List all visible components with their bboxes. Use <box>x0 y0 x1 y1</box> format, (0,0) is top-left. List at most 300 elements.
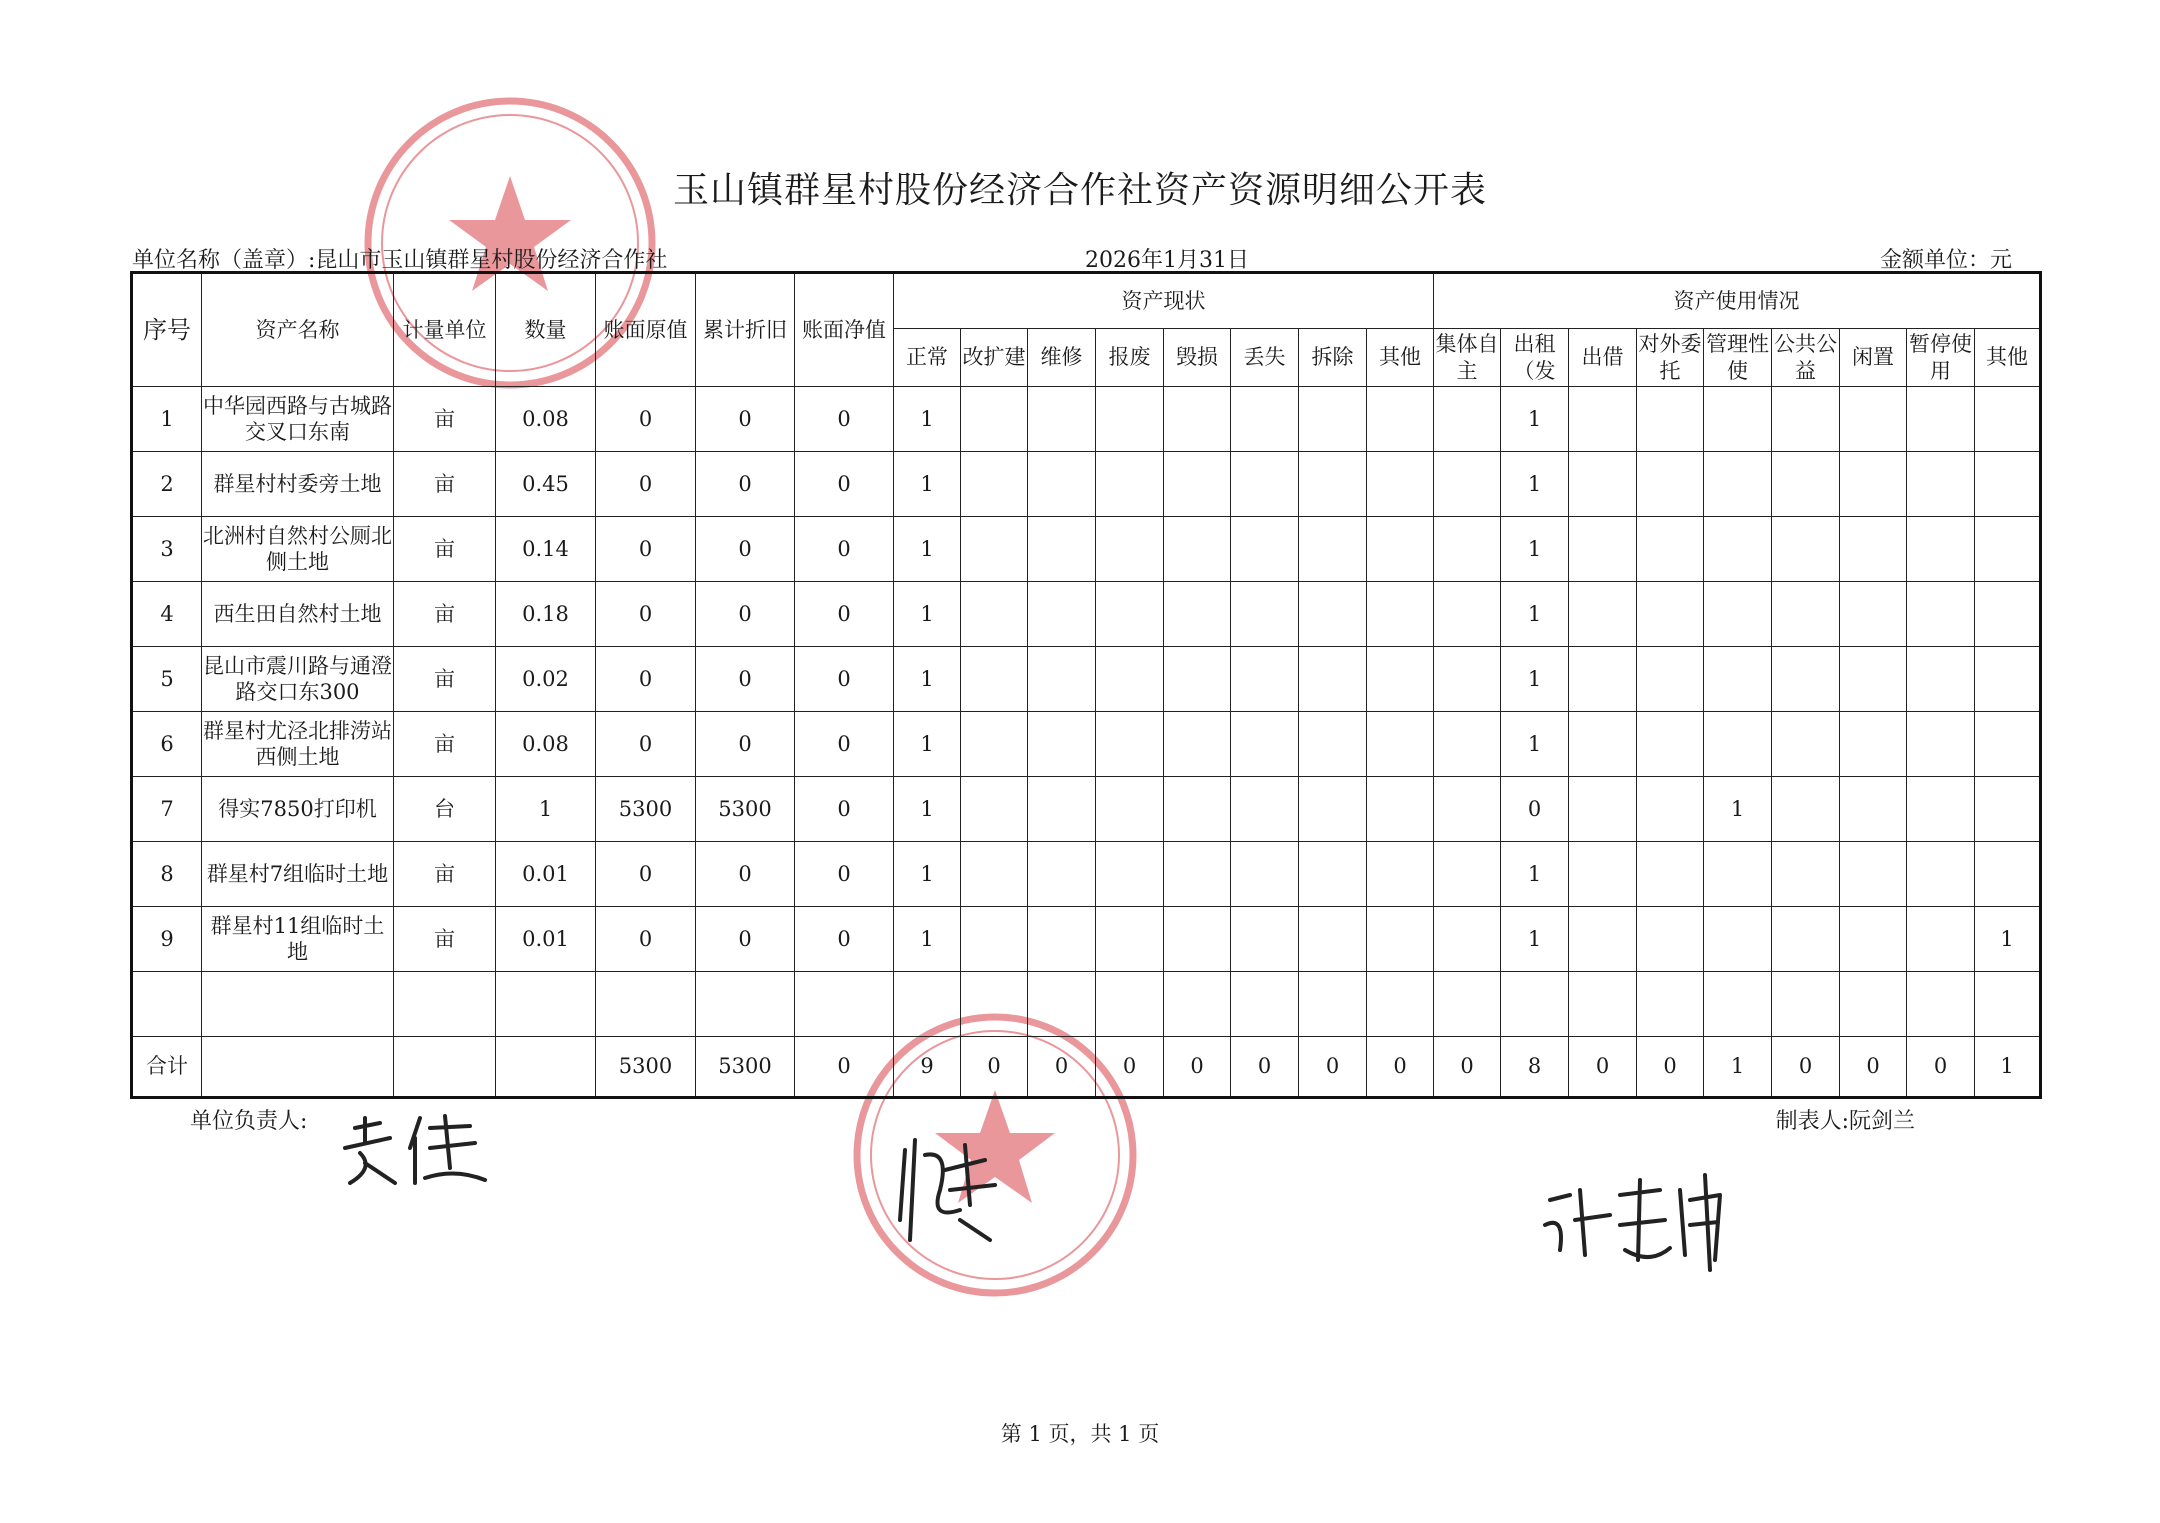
header-measure: 计量单位 <box>394 273 496 387</box>
row-status-5 <box>1231 582 1299 647</box>
total-label: 合计 <box>132 1037 202 1098</box>
blank-cell <box>596 972 696 1037</box>
table-row <box>132 387 2041 452</box>
row-status-2 <box>1028 712 1096 777</box>
row-status-6 <box>1299 387 1367 452</box>
row-asset-name: 群星村7组临时土地 <box>202 842 394 907</box>
responsible-person-label: 单位负责人: <box>190 1109 308 1134</box>
total-orig-value: 5300 <box>596 1037 696 1098</box>
total-usage-1: 8 <box>1501 1037 1569 1098</box>
total-empty <box>394 1037 496 1098</box>
row-status-5 <box>1231 712 1299 777</box>
row-asset-name: 西生田自然村土地 <box>202 582 394 647</box>
row-status-0: 1 <box>894 777 961 842</box>
table-maker: 制表人:阮剑兰 <box>1775 1109 1915 1134</box>
row-orig-value: 0 <box>596 452 696 517</box>
row-status-1 <box>961 387 1028 452</box>
row-status-2 <box>1028 777 1096 842</box>
table-row <box>132 907 2041 972</box>
header-usage-5: 公共公益 <box>1772 329 1840 387</box>
blank-cell <box>961 972 1028 1037</box>
header-usage-2: 出借 <box>1569 329 1637 387</box>
row-status-5 <box>1231 517 1299 582</box>
asset-table <box>130 271 2042 1099</box>
row-depreciation: 0 <box>696 452 795 517</box>
header-name: 资产名称 <box>202 273 394 387</box>
row-depreciation: 0 <box>696 387 795 452</box>
row-qty: 0.18 <box>496 582 596 647</box>
row-usage-7 <box>1907 647 1975 712</box>
table-row <box>132 582 2041 647</box>
header-usage-6: 闲置 <box>1840 329 1907 387</box>
row-status-3 <box>1096 712 1164 777</box>
row-usage-5 <box>1772 842 1840 907</box>
row-seq: 2 <box>132 452 202 517</box>
row-usage-0 <box>1434 452 1501 517</box>
total-empty <box>496 1037 596 1098</box>
header-usage-4: 管理性使 <box>1704 329 1772 387</box>
row-status-2 <box>1028 907 1096 972</box>
total-status-6: 0 <box>1299 1037 1367 1098</box>
blank-cell <box>1501 972 1569 1037</box>
blank-cell <box>1231 972 1299 1037</box>
blank-row <box>132 972 2041 1037</box>
header-qty: 数量 <box>496 273 596 387</box>
blank-cell <box>696 972 795 1037</box>
row-asset-name: 中华园西路与古城路交叉口东南 <box>202 387 394 452</box>
row-status-2 <box>1028 647 1096 712</box>
row-usage-8: 1 <box>1975 907 2041 972</box>
row-usage-8 <box>1975 517 2041 582</box>
row-usage-5 <box>1772 712 1840 777</box>
currency-unit: 金额单位：元 <box>1879 248 2012 273</box>
row-seq: 3 <box>132 517 202 582</box>
row-status-7 <box>1367 517 1434 582</box>
row-status-0: 1 <box>894 842 961 907</box>
header-status-1: 改扩建 <box>961 329 1028 387</box>
row-measure: 亩 <box>394 582 496 647</box>
table-row <box>132 712 2041 777</box>
row-usage-7 <box>1907 777 1975 842</box>
row-usage-0 <box>1434 647 1501 712</box>
row-seq: 8 <box>132 842 202 907</box>
row-status-6 <box>1299 647 1367 712</box>
row-usage-4 <box>1704 387 1772 452</box>
row-usage-2 <box>1569 712 1637 777</box>
row-status-7 <box>1367 387 1434 452</box>
total-usage-6: 0 <box>1840 1037 1907 1098</box>
row-orig-value: 5300 <box>596 777 696 842</box>
row-status-5 <box>1231 907 1299 972</box>
row-usage-2 <box>1569 582 1637 647</box>
row-usage-6 <box>1840 387 1907 452</box>
row-qty: 0.02 <box>496 647 596 712</box>
supervisor-signature <box>890 1130 1010 1250</box>
row-usage-5 <box>1772 647 1840 712</box>
total-status-5: 0 <box>1231 1037 1299 1098</box>
blank-cell <box>894 972 961 1037</box>
row-orig-value: 0 <box>596 517 696 582</box>
row-usage-2 <box>1569 842 1637 907</box>
total-usage-3: 0 <box>1637 1037 1704 1098</box>
row-net-value: 0 <box>795 777 894 842</box>
row-measure: 亩 <box>394 712 496 777</box>
row-usage-3 <box>1637 777 1704 842</box>
blank-cell <box>132 972 202 1037</box>
row-usage-6 <box>1840 712 1907 777</box>
responsible-signature <box>335 1108 500 1193</box>
total-row <box>132 1037 2041 1098</box>
header-row-1 <box>132 273 2041 329</box>
row-status-5 <box>1231 842 1299 907</box>
row-usage-5 <box>1772 452 1840 517</box>
row-usage-6 <box>1840 777 1907 842</box>
header-usage-0: 集体自主 <box>1434 329 1501 387</box>
header-usage-3: 对外委托 <box>1637 329 1704 387</box>
blank-cell <box>496 972 596 1037</box>
row-status-0: 1 <box>894 712 961 777</box>
row-status-1 <box>961 582 1028 647</box>
row-orig-value: 0 <box>596 907 696 972</box>
row-usage-3 <box>1637 387 1704 452</box>
row-status-5 <box>1231 387 1299 452</box>
row-status-7 <box>1367 842 1434 907</box>
row-measure: 亩 <box>394 517 496 582</box>
row-usage-0 <box>1434 387 1501 452</box>
row-usage-3 <box>1637 647 1704 712</box>
row-seq: 6 <box>132 712 202 777</box>
total-usage-7: 0 <box>1907 1037 1975 1098</box>
row-status-2 <box>1028 387 1096 452</box>
row-status-4 <box>1164 517 1231 582</box>
row-status-1 <box>961 907 1028 972</box>
row-orig-value: 0 <box>596 387 696 452</box>
row-status-2 <box>1028 582 1096 647</box>
row-net-value: 0 <box>795 387 894 452</box>
row-usage-5 <box>1772 777 1840 842</box>
table-row <box>132 452 2041 517</box>
total-depreciation: 5300 <box>696 1037 795 1098</box>
row-status-0: 1 <box>894 647 961 712</box>
blank-cell <box>1907 972 1975 1037</box>
row-usage-7 <box>1907 452 1975 517</box>
row-usage-1: 1 <box>1501 582 1569 647</box>
row-status-1 <box>961 452 1028 517</box>
row-usage-7 <box>1907 712 1975 777</box>
row-usage-8 <box>1975 842 2041 907</box>
row-status-1 <box>961 777 1028 842</box>
row-status-5 <box>1231 777 1299 842</box>
row-depreciation: 0 <box>696 582 795 647</box>
row-usage-2 <box>1569 387 1637 452</box>
total-status-1: 0 <box>961 1037 1028 1098</box>
row-measure: 亩 <box>394 647 496 712</box>
total-usage-8: 1 <box>1975 1037 2041 1098</box>
row-depreciation: 0 <box>696 842 795 907</box>
row-usage-6 <box>1840 517 1907 582</box>
table-row <box>132 647 2041 712</box>
row-usage-1: 1 <box>1501 387 1569 452</box>
row-usage-0 <box>1434 777 1501 842</box>
header-usage-1: 出租（发 <box>1501 329 1569 387</box>
row-usage-6 <box>1840 907 1907 972</box>
row-status-0: 1 <box>894 387 961 452</box>
row-usage-6 <box>1840 647 1907 712</box>
header-depr: 累计折旧 <box>696 273 795 387</box>
blank-cell <box>1975 972 2041 1037</box>
row-status-4 <box>1164 647 1231 712</box>
total-status-7: 0 <box>1367 1037 1434 1098</box>
row-usage-4 <box>1704 582 1772 647</box>
row-usage-0 <box>1434 842 1501 907</box>
header-status-7: 其他 <box>1367 329 1434 387</box>
row-usage-7 <box>1907 907 1975 972</box>
blank-cell <box>1637 972 1704 1037</box>
row-status-5 <box>1231 647 1299 712</box>
blank-cell <box>1772 972 1840 1037</box>
row-status-2 <box>1028 842 1096 907</box>
blank-cell <box>1840 972 1907 1037</box>
row-net-value: 0 <box>795 907 894 972</box>
row-status-7 <box>1367 647 1434 712</box>
row-status-3 <box>1096 517 1164 582</box>
row-usage-0 <box>1434 582 1501 647</box>
report-date: 2026年1月31日 <box>1085 248 1249 273</box>
row-usage-8 <box>1975 452 2041 517</box>
row-usage-7 <box>1907 582 1975 647</box>
row-usage-8 <box>1975 582 2041 647</box>
row-usage-1: 1 <box>1501 647 1569 712</box>
row-status-6 <box>1299 712 1367 777</box>
row-depreciation: 0 <box>696 517 795 582</box>
row-usage-8 <box>1975 647 2041 712</box>
row-asset-name: 群星村尤泾北排涝站西侧土地 <box>202 712 394 777</box>
header-status-0: 正常 <box>894 329 961 387</box>
total-status-4: 0 <box>1164 1037 1231 1098</box>
row-qty: 0.45 <box>496 452 596 517</box>
blank-cell <box>1096 972 1164 1037</box>
row-qty: 0.01 <box>496 907 596 972</box>
row-usage-5 <box>1772 907 1840 972</box>
row-status-7 <box>1367 452 1434 517</box>
row-status-1 <box>961 517 1028 582</box>
row-status-3 <box>1096 452 1164 517</box>
total-usage-2: 0 <box>1569 1037 1637 1098</box>
row-status-6 <box>1299 517 1367 582</box>
header-usage-8: 其他 <box>1975 329 2041 387</box>
row-status-1 <box>961 647 1028 712</box>
row-usage-0 <box>1434 517 1501 582</box>
row-usage-5 <box>1772 582 1840 647</box>
row-usage-3 <box>1637 712 1704 777</box>
row-status-2 <box>1028 517 1096 582</box>
row-usage-8 <box>1975 387 2041 452</box>
row-usage-6 <box>1840 582 1907 647</box>
row-seq: 1 <box>132 387 202 452</box>
blank-cell <box>1704 972 1772 1037</box>
row-usage-1: 1 <box>1501 712 1569 777</box>
row-usage-5 <box>1772 387 1840 452</box>
row-usage-0 <box>1434 907 1501 972</box>
blank-cell <box>1028 972 1096 1037</box>
row-net-value: 0 <box>795 517 894 582</box>
row-status-4 <box>1164 842 1231 907</box>
total-usage-0: 0 <box>1434 1037 1501 1098</box>
total-usage-5: 0 <box>1772 1037 1840 1098</box>
header-usage-7: 暂停使用 <box>1907 329 1975 387</box>
total-status-0: 9 <box>894 1037 961 1098</box>
row-usage-4: 1 <box>1704 777 1772 842</box>
row-net-value: 0 <box>795 842 894 907</box>
row-qty: 0.14 <box>496 517 596 582</box>
header-orig: 账面原值 <box>596 273 696 387</box>
row-usage-4 <box>1704 647 1772 712</box>
row-usage-4 <box>1704 517 1772 582</box>
row-status-6 <box>1299 777 1367 842</box>
row-usage-0 <box>1434 712 1501 777</box>
header-seq: 序号 <box>132 273 202 387</box>
row-orig-value: 0 <box>596 842 696 907</box>
row-orig-value: 0 <box>596 712 696 777</box>
total-net-value: 0 <box>795 1037 894 1098</box>
row-usage-1: 1 <box>1501 452 1569 517</box>
table-row <box>132 842 2041 907</box>
row-seq: 9 <box>132 907 202 972</box>
row-status-1 <box>961 842 1028 907</box>
row-status-2 <box>1028 452 1096 517</box>
row-seq: 7 <box>132 777 202 842</box>
total-usage-4: 1 <box>1704 1037 1772 1098</box>
row-usage-1: 1 <box>1501 517 1569 582</box>
row-qty: 1 <box>496 777 596 842</box>
row-asset-name: 北洲村自然村公厕北侧土地 <box>202 517 394 582</box>
row-qty: 0.01 <box>496 842 596 907</box>
row-usage-4 <box>1704 712 1772 777</box>
row-status-0: 1 <box>894 452 961 517</box>
row-status-0: 1 <box>894 517 961 582</box>
row-asset-name: 群星村11组临时土地 <box>202 907 394 972</box>
header-status-3: 报废 <box>1096 329 1164 387</box>
row-net-value: 0 <box>795 452 894 517</box>
row-status-4 <box>1164 712 1231 777</box>
row-status-6 <box>1299 452 1367 517</box>
row-status-4 <box>1164 452 1231 517</box>
row-usage-7 <box>1907 517 1975 582</box>
row-status-7 <box>1367 777 1434 842</box>
row-usage-2 <box>1569 517 1637 582</box>
total-empty <box>202 1037 394 1098</box>
row-depreciation: 0 <box>696 907 795 972</box>
header-status-5: 丢失 <box>1231 329 1299 387</box>
blank-cell <box>1164 972 1231 1037</box>
header-status-group: 资产现状 <box>894 273 1434 329</box>
row-status-3 <box>1096 582 1164 647</box>
row-measure: 亩 <box>394 387 496 452</box>
row-status-1 <box>961 712 1028 777</box>
row-orig-value: 0 <box>596 647 696 712</box>
row-status-3 <box>1096 907 1164 972</box>
row-measure: 台 <box>394 777 496 842</box>
row-usage-2 <box>1569 777 1637 842</box>
row-usage-1: 1 <box>1501 842 1569 907</box>
row-asset-name: 得实7850打印机 <box>202 777 394 842</box>
row-usage-5 <box>1772 517 1840 582</box>
blank-cell <box>1434 972 1501 1037</box>
page-number: 第 1 页，共 1 页 <box>1000 1422 1160 1446</box>
row-usage-7 <box>1907 842 1975 907</box>
row-qty: 0.08 <box>496 387 596 452</box>
row-usage-4 <box>1704 907 1772 972</box>
row-status-0: 1 <box>894 582 961 647</box>
organization-name: 单位名称（盖章）:昆山市玉山镇群星村股份经济合作社 <box>132 248 668 273</box>
row-net-value: 0 <box>795 582 894 647</box>
row-net-value: 0 <box>795 712 894 777</box>
row-usage-7 <box>1907 387 1975 452</box>
row-usage-3 <box>1637 907 1704 972</box>
row-status-3 <box>1096 777 1164 842</box>
total-status-3: 0 <box>1096 1037 1164 1098</box>
row-status-6 <box>1299 582 1367 647</box>
row-status-4 <box>1164 387 1231 452</box>
row-status-5 <box>1231 452 1299 517</box>
row-seq: 5 <box>132 647 202 712</box>
row-usage-2 <box>1569 452 1637 517</box>
row-net-value: 0 <box>795 647 894 712</box>
table-row <box>132 517 2041 582</box>
row-seq: 4 <box>132 582 202 647</box>
row-measure: 亩 <box>394 907 496 972</box>
reviewer-signature <box>1530 1170 1740 1280</box>
row-depreciation: 0 <box>696 712 795 777</box>
row-usage-2 <box>1569 907 1637 972</box>
header-status-6: 拆除 <box>1299 329 1367 387</box>
row-status-6 <box>1299 907 1367 972</box>
blank-cell <box>795 972 894 1037</box>
row-status-3 <box>1096 647 1164 712</box>
row-measure: 亩 <box>394 842 496 907</box>
row-status-7 <box>1367 582 1434 647</box>
row-usage-3 <box>1637 842 1704 907</box>
blank-cell <box>1299 972 1367 1037</box>
row-status-4 <box>1164 907 1231 972</box>
header-status-4: 毁损 <box>1164 329 1231 387</box>
row-status-3 <box>1096 387 1164 452</box>
row-measure: 亩 <box>394 452 496 517</box>
row-status-0: 1 <box>894 907 961 972</box>
table-row <box>132 777 2041 842</box>
header-net: 账面净值 <box>795 273 894 387</box>
row-usage-1: 0 <box>1501 777 1569 842</box>
row-status-6 <box>1299 842 1367 907</box>
row-usage-3 <box>1637 517 1704 582</box>
row-usage-4 <box>1704 452 1772 517</box>
row-asset-name: 昆山市震川路与通澄路交口东300 <box>202 647 394 712</box>
row-status-4 <box>1164 582 1231 647</box>
row-usage-2 <box>1569 647 1637 712</box>
row-orig-value: 0 <box>596 582 696 647</box>
row-status-4 <box>1164 777 1231 842</box>
row-status-3 <box>1096 842 1164 907</box>
row-usage-3 <box>1637 582 1704 647</box>
row-depreciation: 5300 <box>696 777 795 842</box>
total-status-2: 0 <box>1028 1037 1096 1098</box>
row-usage-6 <box>1840 452 1907 517</box>
row-usage-6 <box>1840 842 1907 907</box>
row-usage-4 <box>1704 842 1772 907</box>
blank-cell <box>202 972 394 1037</box>
row-qty: 0.08 <box>496 712 596 777</box>
blank-cell <box>1569 972 1637 1037</box>
